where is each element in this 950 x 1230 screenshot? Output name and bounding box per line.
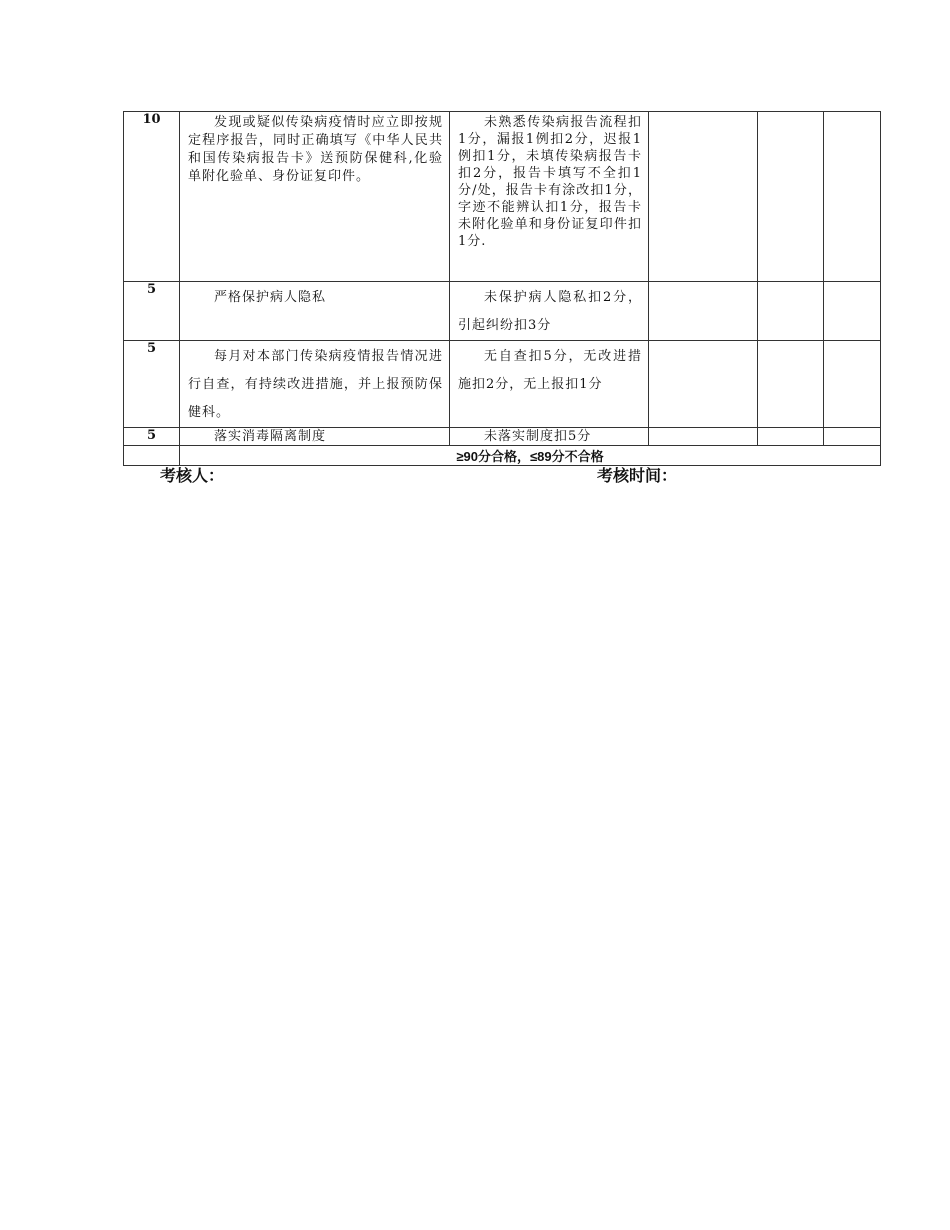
content-text: 发现或疑似传染病疫情时应立即按规定程序报告，同时正确填写《中华人民共和国传染病报告卡》送预防保健科,化验单附化验单、身份证复印件。 [188, 115, 443, 184]
deduction-cell [450, 428, 649, 446]
table-row [124, 282, 881, 341]
empty-cell [649, 341, 758, 428]
empty-cell [824, 112, 881, 282]
content-cell [180, 112, 450, 282]
empty-cell [758, 341, 824, 428]
empty-cell [649, 112, 758, 282]
empty-cell [649, 428, 758, 446]
table-row [124, 428, 881, 446]
summary-row [124, 446, 881, 466]
deduction-text: 未保护病人隐私扣2分，引起纠纷扣3分 [458, 290, 642, 333]
score-cell: 5 [124, 428, 180, 446]
deduction-text: 未熟悉传染病报告流程扣1分，漏报1例扣2分，迟报1例扣1分，未填传染病报告卡扣2分，报告卡填写不全扣1分/处，报告卡有涂改扣1分，字迹不能辨认扣1分，报告卡未附化验单和身份证复印件扣1分. [458, 115, 642, 249]
assessment-table [123, 111, 881, 466]
deduction-cell [450, 112, 649, 282]
empty-cell [824, 282, 881, 341]
empty-cell [758, 112, 824, 282]
deduction-cell [450, 282, 649, 341]
assessor-label: 考核人： [160, 468, 225, 485]
empty-cell [824, 341, 881, 428]
score-cell: 10 [124, 112, 180, 282]
content-cell [180, 341, 450, 428]
deduction-text: 未落实制度扣5分 [484, 429, 592, 444]
empty-cell [649, 282, 758, 341]
empty-cell [758, 282, 824, 341]
empty-cell [758, 428, 824, 446]
pass-criteria: ≥90分合格，≤89分不合格 [180, 446, 881, 466]
empty-cell [824, 428, 881, 446]
assessment-time-label: 考核时间： [597, 468, 678, 485]
score-cell: 5 [124, 341, 180, 428]
content-text: 严格保护病人隐私 [214, 290, 327, 305]
table-row [124, 112, 881, 282]
content-text: 每月对本部门传染病疫情报告情况进行自查，有持续改进措施，并上报预防保健科。 [188, 349, 443, 420]
content-cell [180, 428, 450, 446]
deduction-cell [450, 341, 649, 428]
deduction-text: 无自查扣5分，无改进措施扣2分，无上报扣1分 [458, 349, 642, 392]
content-cell [180, 282, 450, 341]
score-cell: 5 [124, 282, 180, 341]
table-row [124, 341, 881, 428]
content-text: 落实消毒隔离制度 [214, 429, 327, 444]
